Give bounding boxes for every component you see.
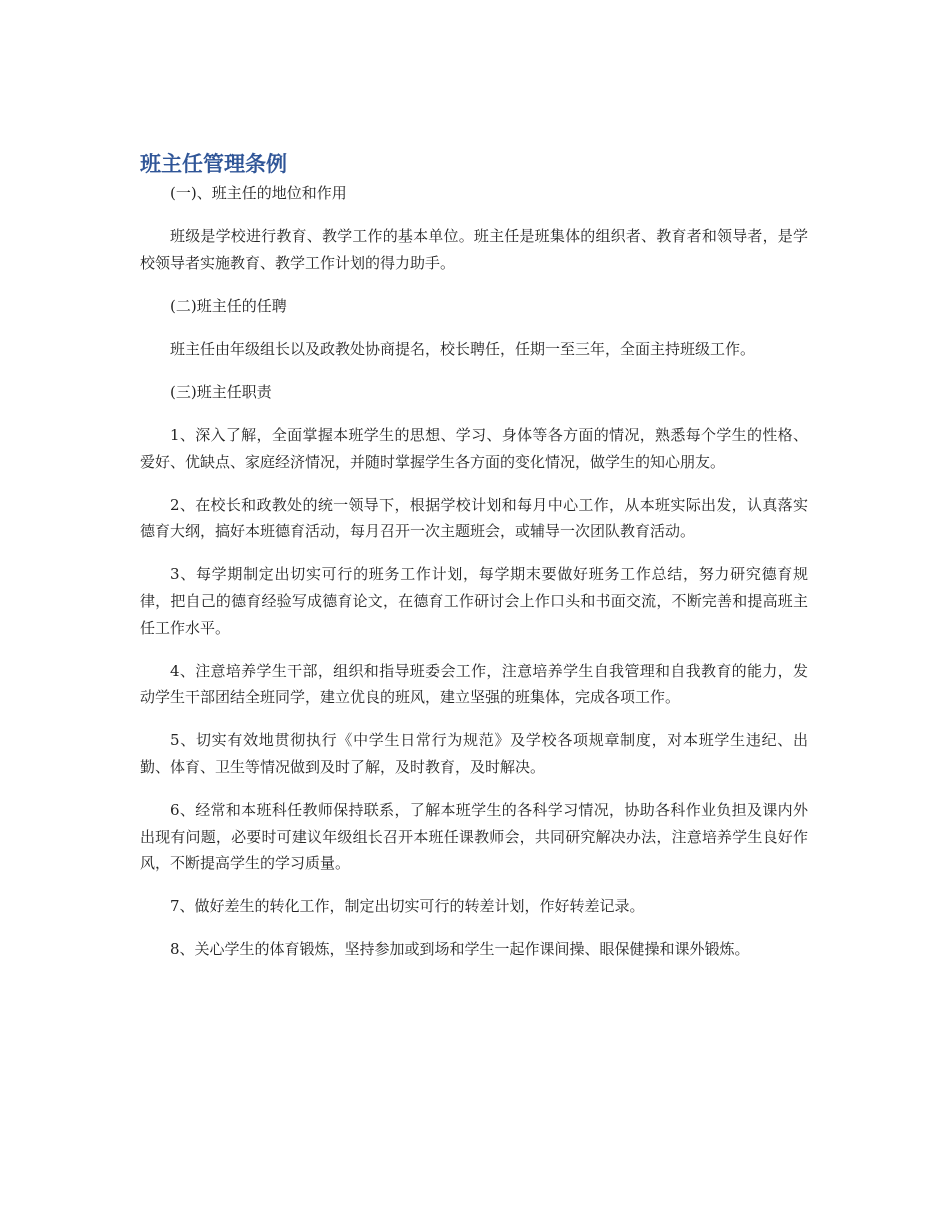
duty-item-8: 8、关心学生的体育锻炼，坚持参加或到场和学生一起作课间操、眼保健操和课外锻炼。 — [170, 940, 750, 959]
duty-item-3: 3、每学期制定出切实可行的班务工作计划，每学期末要做好班务工作总结，努力研究德育规律，把自己的德育经验写成德育论文，在德育工作研讨会上作口头和书面交流，不断完善和提高班主任工作水平。 — [140, 565, 808, 637]
paragraph-appointment-description: 班主任由年级组长以及政教处协商提名，校长聘任，任期一至三年，全面主持班级工作。 — [170, 339, 756, 358]
duty-item-1: 1、深入了解，全面掌握本班学生的思想、学习、身体等各方面的情况，熟悉每个学生的性格、爱好、优缺点、家庭经济情况，并随时掌握学生各方面的变化情况，做学生的知心朋友。 — [140, 426, 808, 471]
duty-item-4: 4、注意培养学生干部，组织和指导班委会工作，注意培养学生自我管理和自我教育的能力，发动学生干部团结全班同学，建立优良的班风，建立坚强的班集体，完成各项工作。 — [140, 661, 808, 707]
duty-item-5: 5、切实有效地贯彻执行《中学生日常行为规范》及学校各项规章制度，对本班学生违纪、出勤、体育、卫生等情况做到及时了解，及时教育，及时解决。 — [140, 731, 808, 776]
document-title: 班主任管理条例 — [140, 152, 287, 176]
section-heading-duties: (三)班主任职责 — [170, 382, 272, 401]
paragraph-role-description: 班级是学校进行教育、教学工作的基本单位。班主任是班集体的组织者、教育者和领导者，是学校领导者实施教育、教学工作计划的得力助手。 — [140, 227, 808, 272]
section-heading-appointment: (二)班主任的任聘 — [170, 296, 287, 315]
duty-item-2: 2、在校长和政教处的统一领导下，根据学校计划和每月中心工作，从本班实际出发，认真落实德育大纲，搞好本班德育活动，每月召开一次主题班会，或辅导一次团队教育活动。 — [140, 495, 808, 541]
document-body — [140, 180, 808, 980]
duty-item-6: 6、经常和本班科任教师保持联系，了解本班学生的各科学习情况，协助各科作业负担及课内外出现有问题，必要时可建议年级组长召开本班任课教师会，共同研究解决办法，注意培养学生良好作风，不断提高学生的学习质量。 — [140, 801, 808, 873]
duty-item-7: 7、做好差生的转化工作，制定出切实可行的转差计划，作好转差记录。 — [170, 897, 645, 916]
section-heading-position-and-role: (一)、班主任的地位和作用 — [170, 184, 347, 202]
